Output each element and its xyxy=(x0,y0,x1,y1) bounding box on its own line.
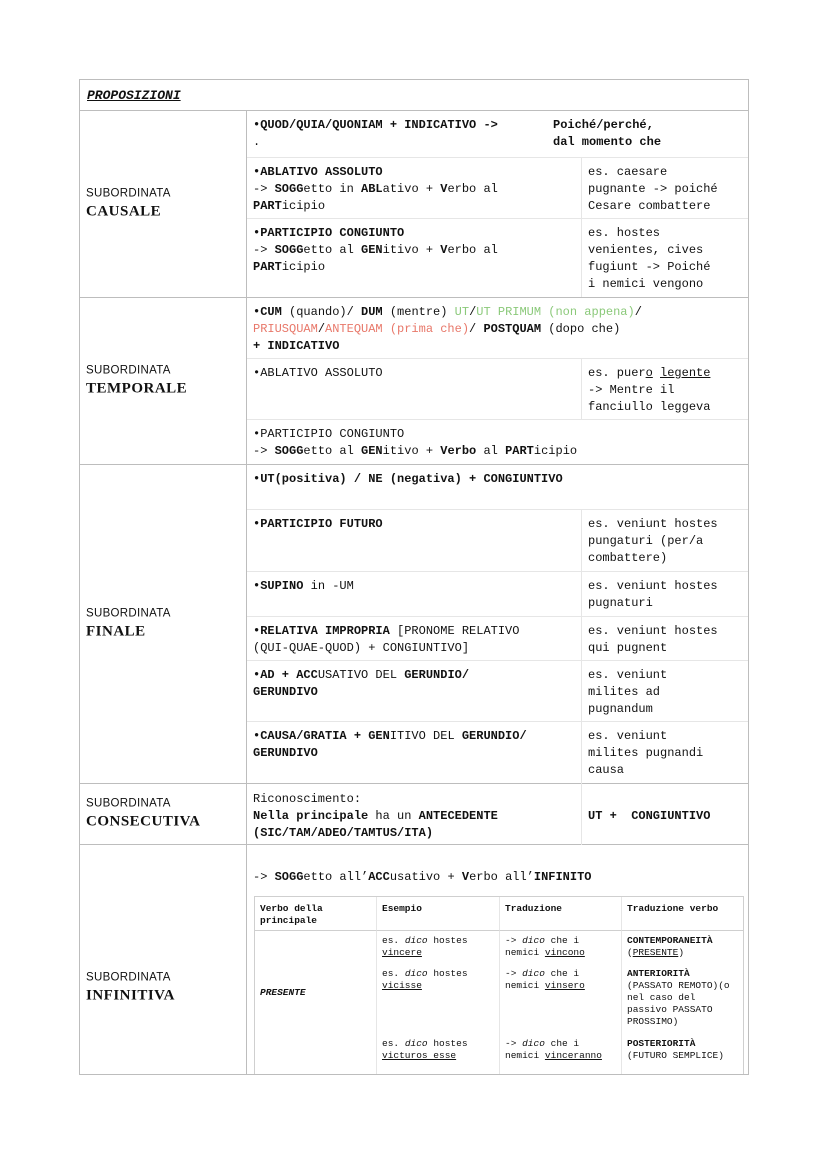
section-infinitiva xyxy=(80,845,748,1075)
causale-row-3: •PARTICIPIO CONGIUNTO -> SOGGetto al GENitivo + Verbo al PARTicipio xyxy=(253,226,498,274)
finale-example-3: es. veniunt hostes pugnaturi xyxy=(581,572,748,617)
causale-example-2: es. caesare pugnante -> poiché Cesare combattere xyxy=(581,158,748,219)
cell-presente: PRESENTE xyxy=(260,987,306,998)
temporale-row-3: •PARTICIPIO CONGIUNTO -> SOGGetto al GENitivo + Verbo al PARTicipio xyxy=(253,427,578,458)
proposizioni-table xyxy=(79,79,749,1075)
finale-row-3: •SUPINO in -UM xyxy=(247,572,581,617)
table-row-verb: POSTERIORITÀ (FUTURO SEMPLICE) xyxy=(621,1034,743,1075)
label-big: FINALE xyxy=(86,623,146,640)
label-small: SUBORDINATA xyxy=(86,364,171,377)
table-row-example: es. dico hostes vicisse xyxy=(376,964,499,1034)
table-row-example: es. dico hostes vincere xyxy=(376,931,499,964)
finale-row-5: •AD + ACCUSATIVO DEL GERUNDIO/ GERUNDIVO xyxy=(247,661,581,722)
section-consecutiva xyxy=(80,784,748,845)
label-big: TEMPORALE xyxy=(86,380,188,397)
section-causale xyxy=(80,111,748,298)
table-row-verb: ANTERIORITÀ (PASSATO REMOTO)(o nel caso del passivo PASSATO PROSSIMO) xyxy=(621,964,743,1034)
finale-row-4: •RELATIVA IMPROPRIA [PRONOME RELATIVO (QUI-QUAE-QUOD) + CONGIUNTIVO] xyxy=(247,617,581,661)
header-traduzione: Traduzione xyxy=(499,897,621,931)
label-small: SUBORDINATA xyxy=(86,797,171,810)
label-small: SUBORDINATA xyxy=(86,971,171,984)
causale-row-1: •QUOD/QUIA/QUONIAM + INDICATIVO -> . xyxy=(247,111,748,158)
infinitiva-rule: -> SOGGetto all’ACCusativo + Verbo all’INFINITO xyxy=(253,870,592,884)
header-verbo-principale: Verbo della principale xyxy=(255,897,376,931)
section-finale xyxy=(80,465,748,784)
finale-example-2: es. veniunt hostes pungaturi (per/a combattere) xyxy=(581,510,748,572)
page-title: PROPOSIZIONI xyxy=(80,80,748,111)
finale-row-6: •CAUSA/GRATIA + GENITIVO DEL GERUNDIO/ GERUNDIVO xyxy=(253,729,527,760)
infinitive-tense-table xyxy=(254,896,744,1075)
label-cell xyxy=(80,465,247,783)
finale-row-1: •UT(positiva) / NE (negativa) + CONGIUNTIVO xyxy=(247,465,748,510)
label-cell xyxy=(80,111,247,297)
table-row-translation: -> dico che i nemici vinsero xyxy=(499,964,621,1034)
consecutiva-left: Riconoscimento: Nella principale ha un ANTECEDENTE (SIC/TAM/ADEO/TAMTUS/ITA) xyxy=(253,792,498,840)
temporale-row-2: •ABLATIVO ASSOLUTO xyxy=(247,359,581,420)
table-row-translation: -> dico che i nemici vincono xyxy=(499,931,621,964)
table-row-verb: CONTEMPORANEITÀ (PRESENTE) xyxy=(621,931,743,964)
header-esempio: Esempio xyxy=(376,897,499,931)
causale-example-3: es. hostes venientes, cives fugiunt -> Poiché i nemici vengono xyxy=(581,219,748,297)
finale-example-6: es. veniunt milites pugnandi causa xyxy=(581,722,748,784)
label-big: CONSECUTIVA xyxy=(86,813,201,830)
causale-row-2: •ABLATIVO ASSOLUTO -> SOGGetto in ABLativo + Verbo al PARTicipio xyxy=(247,158,581,219)
label-small: SUBORDINATA xyxy=(86,607,171,620)
temporale-example-2: es. puero legente -> Mentre il fanciullo leggeva xyxy=(581,359,748,420)
table-row-example: es. dico hostes victuros esse xyxy=(376,1034,499,1075)
table-row-translation: -> dico che i nemici vinceranno xyxy=(499,1034,621,1075)
finale-row-2: •PARTICIPIO FUTURO xyxy=(247,510,581,572)
label-cell xyxy=(80,784,247,844)
label-big: INFINITIVA xyxy=(86,987,175,1004)
label-small: SUBORDINATA xyxy=(86,187,171,200)
label-big: CAUSALE xyxy=(86,203,162,220)
causale-row-1-translation: Poiché/perché, dal momento che xyxy=(553,118,662,149)
label-cell xyxy=(80,298,247,464)
finale-example-4: es. veniunt hostes qui pugnent xyxy=(581,617,748,661)
temporale-row-1: •CUM (quando)/ DUM (mentre) UT/UT PRIMUM (non appena)/ PRIUSQUAM/ANTEQUAM (prima che)/ POSTQUAM (dopo che) + INDICATIVO xyxy=(247,298,748,359)
finale-example-5: es. veniunt milites ad pugnandum xyxy=(581,661,748,722)
header-traduzione-verbo: Traduzione verbo xyxy=(621,897,743,931)
consecutiva-right: UT + CONGIUNTIVO xyxy=(581,784,748,845)
label-cell xyxy=(80,845,247,1075)
section-temporale xyxy=(80,298,748,465)
